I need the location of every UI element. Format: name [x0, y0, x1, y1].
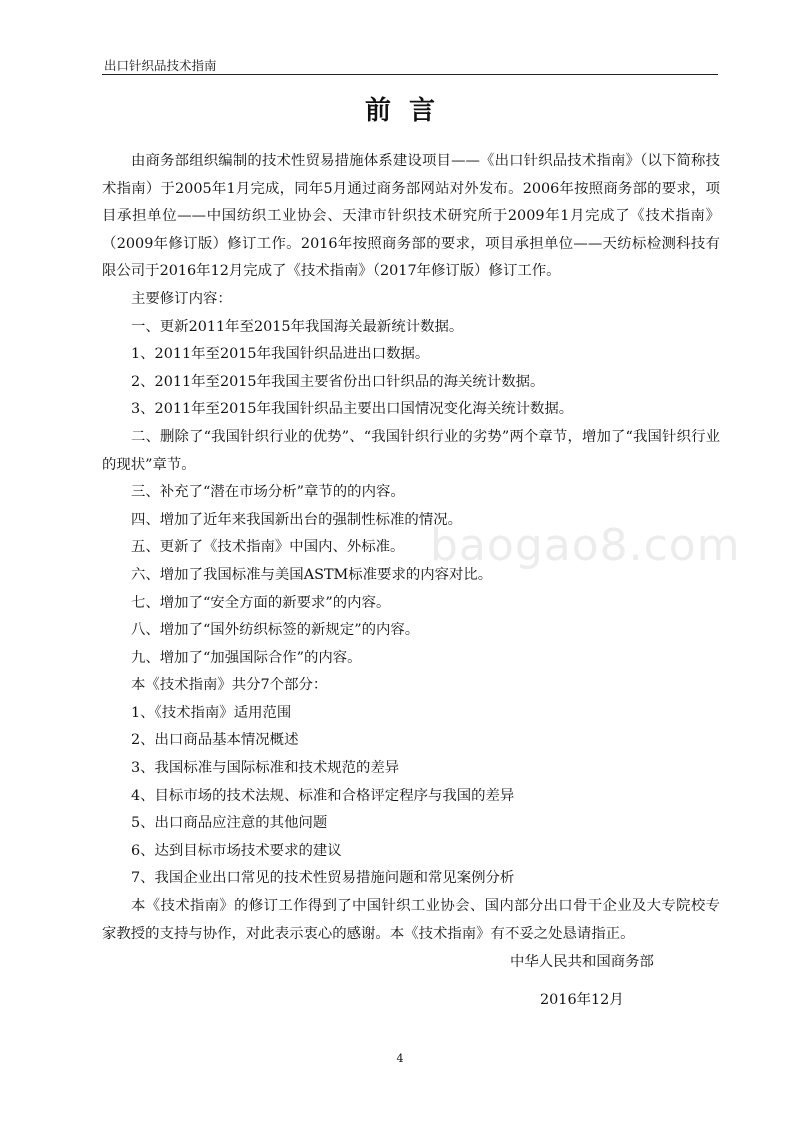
signature-organization: 中华人民共和国商务部: [510, 954, 654, 970]
page-number: 4: [396, 1052, 404, 1065]
page-title: 前言: [364, 96, 453, 126]
revision-item: 1、2011年至2015年我国针织品进出口数据。: [131, 346, 430, 363]
parts-item: 1、《技术指南》适用范围: [131, 704, 292, 721]
revision-item: 3、2011年至2015年我国针织品主要出口国情况变化海关统计数据。: [131, 401, 574, 418]
parts-list: [102, 700, 720, 893]
revision-item: 一、更新2011年至2015年我国海关最新统计数据。: [131, 318, 464, 335]
revision-item: 九、增加了“加强国际合作”的内容。: [131, 649, 362, 666]
revision-item: 八、增加了“国外纺织标签的新规定”的内容。: [131, 622, 420, 639]
parts-item: 4、目标市场的技术法规、标准和合格评定程序与我国的差异: [131, 787, 515, 804]
revision-list: [102, 314, 720, 673]
parts-item: 3、我国标准与国际标准和技术规范的差异: [131, 760, 400, 777]
watermark: baogao8.com: [430, 520, 741, 571]
parts-item: 6、达到目标市场技术要求的建议: [131, 842, 342, 859]
parts-heading: 本《技术指南》共分7个部分：: [131, 677, 328, 694]
revision-heading: 主要修订内容：: [131, 290, 232, 307]
intro-paragraph: 由商务部组织编制的技术性贸易措施体系建设项目——《出口针织品技术指南》（以下简称技术指南）于2005年1月完成，同年5月通过商务部网站对外发布。2006年按照商务部的要求，项目承担单位——中国纺织工业协会、天津市针织技术研究所于2009年1月完成了《技术指南》（2009年修订版）修订工作。2016年按照商务部的要求，项目承担单位——天纺标检测科技有限公司于2016年12月完成了《技术指南》（2017年修订版）修订工作。: [102, 153, 720, 280]
revision-item: 二、删除了“我国针织行业的优势”、“我国针织行业的劣势”两个章节，增加了“我国针织行业的现状”章节。: [102, 428, 720, 473]
closing-paragraph: 本《技术指南》的修订工作得到了中国针织工业协会、国内部分出口骨干企业及大专院校专家教授的支持与协作，对此表示衷心的感谢。本《技术指南》有不妥之处恳请指正。: [102, 898, 720, 942]
revision-item: 五、更新了《技术指南》中国内、外标准。: [131, 539, 405, 556]
revision-item: 六、增加了我国标准与美国ASTM标准要求的内容对比。: [131, 566, 493, 583]
parts-item: 7、我国企业出口常见的技术性贸易措施问题和常见案例分析: [131, 870, 515, 887]
revision-item: 七、增加了“安全方面的新要求”的内容。: [131, 594, 391, 611]
parts-item: 2、出口商品基本情况概述: [131, 732, 299, 749]
revision-item: 四、增加了近年来我国新出台的强制性标准的情况。: [131, 511, 462, 528]
revision-item: 三、补充了“潜在市场分析”章节的的内容。: [131, 484, 405, 501]
revision-item: 2、2011年至2015年我国主要省份出口针织品的海关统计数据。: [131, 373, 545, 390]
signature-date: 2016年12月: [540, 992, 624, 1008]
page-header: [102, 54, 718, 75]
header-title: 出口针织品技术指南: [104, 58, 217, 73]
parts-item: 5、出口商品应注意的其他问题: [131, 815, 328, 832]
